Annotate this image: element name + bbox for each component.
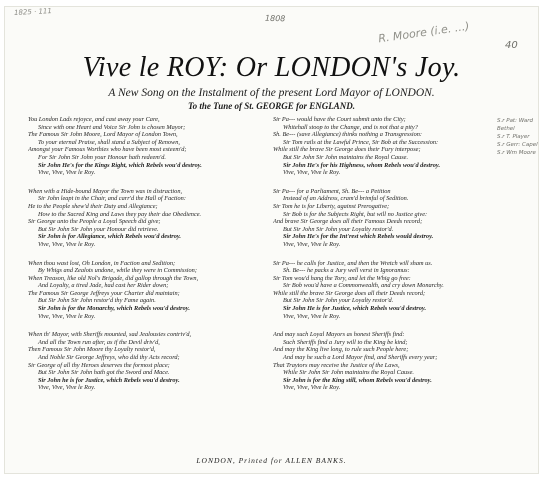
verse-line: Sir John is for Allegiance, which Rebels wou'd destroy.	[38, 233, 181, 241]
verse-line: And Noble Sir George Jeffreys, who did thy Acts record;	[38, 354, 180, 362]
verse-line: Sir John he is for Justice, which Rebels wou'd destroy.	[38, 376, 180, 384]
margin-note: S.r Gerr: Capel	[497, 141, 538, 148]
stanza	[273, 260, 499, 321]
verse-line: When with a Hide-bound Mayor the Town was in distraction,	[28, 187, 183, 195]
stanza	[273, 331, 499, 392]
verse-line: Sir Bob is for the Subjects Right, but will no Justice give:	[283, 210, 428, 218]
verse-column-right	[273, 116, 499, 403]
broadside-subtitle: A New Song on the Instalment of the present Lord Mayor of LONDON.	[108, 87, 435, 99]
verse-line: Sir Pa--- he calls for Justice, and then the Wretch will sham us.	[273, 259, 433, 267]
verse-line: And may the King live long, to rule such People here;	[273, 346, 409, 354]
verse-line: But Sir John Sir John hath got the Sword and Mace.	[38, 369, 170, 377]
stanza	[28, 331, 254, 392]
verse-line: Sir John leapt in the Chair, and carr'd the Hall of Faction:	[38, 195, 186, 203]
verse-line: But Sir John Sir John your Honour did retrieve.	[38, 225, 159, 233]
verse-line: Sir Tom rails at the Lawful Prince, Sir Bob at the Succession:	[283, 138, 439, 146]
verse-line: But Sir John Sir John your Loyalty restor'd.	[283, 225, 394, 233]
stanza	[28, 260, 254, 321]
verse-line: And Loyalty, a tired Jade, had cast her Rider down;	[38, 282, 169, 290]
verse-line: But Sir John Sir John maintains the Royal Cause.	[283, 153, 409, 161]
refrain-line: Vive, Vive, Vive le Roy.	[38, 312, 96, 320]
verse-line: While still the brave Sir George does all their Deeds record;	[273, 289, 426, 297]
verse-line: Sir John He's for the Kings Right, which Rebels wou'd destroy.	[38, 161, 202, 169]
verse-line: Sir John He's for the Int'rest which Rebels would destroy.	[283, 233, 434, 241]
handwritten-number-center: 1808	[264, 13, 286, 24]
verse-line: And brave Sir George does all their Famous Deeds record;	[273, 218, 423, 226]
verse-line: Such Sheriffs find a Jury will to the King be kind;	[283, 338, 408, 346]
verse-line: Sir Tom wou'd hang the Tory, and let the Whig go free:	[273, 274, 411, 282]
verse-line: That Traytors may receive the Justice of the Laws,	[273, 361, 400, 369]
verse-line: Sir John He's for his Highness, whom Rebels wou'd destroy.	[283, 161, 441, 169]
verse-line: Then Famous Sir John Moore thy Loyalty restor'd,	[28, 346, 156, 354]
verse-line: Sir Tom he is for Liberty, against Prerogative;	[273, 202, 390, 210]
handwritten-shelfmark: 1825 · 111	[13, 7, 53, 17]
tune-line: To the Tune of St. GEORGE for ENGLAND.	[187, 101, 356, 111]
broadside-title: Vive le ROY: Or LONDON's Joy.	[82, 52, 461, 83]
verse-line: But Sir John Sir John restor'd thy Fame again.	[38, 297, 156, 305]
verse-line: For Sir John Sir John your Honour hath redeem'd.	[38, 153, 166, 161]
refrain-line: Vive, Vive, Vive le Roy.	[283, 240, 341, 248]
verse-line: Sir John is for the Monarchy, which Rebels wou'd destroy.	[38, 305, 190, 313]
stanza	[273, 116, 499, 177]
stanza	[28, 116, 254, 177]
margin-note: Bethel	[497, 125, 515, 132]
verse-line: And may such Loyal Mayors as honest Sheriffs find:	[273, 331, 405, 339]
refrain-line: Vive, Vive, Vive le Roy.	[38, 169, 96, 177]
verse-line: While Sir John Sir John maintains the Royal Cause.	[283, 369, 414, 377]
handwritten-page-number: 40	[505, 40, 518, 51]
verse-line: Sir John He is for Justice, which Rebels wou'd destroy.	[283, 305, 427, 313]
verse-line: Sir Pa--- would have the Court submit unto the City;	[273, 116, 406, 123]
refrain-line: Vive, Vive, Vive le Roy.	[38, 384, 96, 392]
verse-line: Sh. Be--- he packs a Jury well verst in Ignoramus:	[283, 267, 410, 275]
verse-line: Sh. Be--- (save Allegiance) thinks nothing a Transgression:	[273, 131, 423, 139]
margin-note: S.r T. Player	[497, 133, 530, 140]
margin-note: S.r Pat: Ward	[497, 118, 533, 124]
margin-note: S.r Wm Moore	[497, 149, 536, 156]
verse-line: To your eternal Praise, shall stand a Subject of Renown,	[38, 138, 180, 146]
verse-line: You London Lads rejoyce, and cast away your Care,	[28, 116, 160, 123]
verse-line: When th' Mayor, with Sheriffs mounted, sad Jealousies contriv'd,	[28, 331, 192, 339]
verse-line: Amongst your Famous Worthies who have been most esteem'd;	[28, 146, 187, 154]
refrain-line: Vive, Vive, Vive le Roy.	[283, 169, 341, 177]
verse-line: When thou wast lost, Oh London, in Faction and Sedition;	[28, 259, 176, 267]
verse-column-left	[28, 116, 254, 403]
verse-line: The Famous Sir George Jeffreys your Charter did maintain;	[28, 289, 180, 297]
verse-line: He to the People shew'd their Duty and Allegiance;	[28, 202, 158, 210]
verse-line: By Whigs and Zealots undone, while they were in Commission;	[38, 267, 197, 275]
margin-notes	[497, 118, 543, 158]
verse-line: The Famous Sir John Moore, Lord Mayor of London Town,	[28, 131, 178, 139]
verse-line: How to the Sacred King and Laws they pay their due Obedience.	[38, 210, 202, 218]
handwritten-annotation: R. Moore (i.e. ...)	[377, 19, 471, 46]
verse-line: But Sir John Sir John your Loyalty restor'd.	[283, 297, 394, 305]
refrain-line: Vive, Vive, Vive le Roy.	[283, 384, 341, 392]
verse-line: Sir Pa--- for a Parliament, Sh. Be--- a Petition	[273, 187, 391, 195]
verse-line: Sir George unto the People a Loyal Speech did give;	[28, 218, 161, 226]
verse-line: And all the Town run after, as if the Devil driv'd,	[38, 338, 160, 346]
verse-line: Whitehall stoop to the Change, and is not that a pity?	[283, 123, 418, 131]
stanza	[273, 188, 499, 249]
stanza	[28, 188, 254, 249]
verse-line: And may he such a Lord Mayor find, and Sheriffs every year;	[283, 354, 438, 362]
verse-line: When Treason, like old Nol's Brigade, did gallop through the Town,	[28, 274, 199, 282]
verse-line: Instead of an Address, cram'd brimful of Sedition.	[283, 195, 409, 203]
verse-line: Since with one Heart and Voice Sir John is chosen Mayor;	[38, 123, 186, 131]
imprint: LONDON, Printed for ALLEN BANKS.	[196, 456, 347, 465]
verse-line: While still the brave Sir George does their Fury interpose;	[273, 146, 421, 154]
refrain-line: Vive, Vive, Vive le Roy.	[38, 240, 96, 248]
verse-line: Sir Bob wou'd have a Commonwealth, and cry down Monarchy.	[283, 282, 444, 290]
verse-line: Sir John is for the King still, whom Rebels wou'd destroy.	[283, 376, 432, 384]
refrain-line: Vive, Vive, Vive le Roy.	[283, 312, 341, 320]
verse-line: Sir George of all thy Heroes deserves the formost place;	[28, 361, 170, 369]
